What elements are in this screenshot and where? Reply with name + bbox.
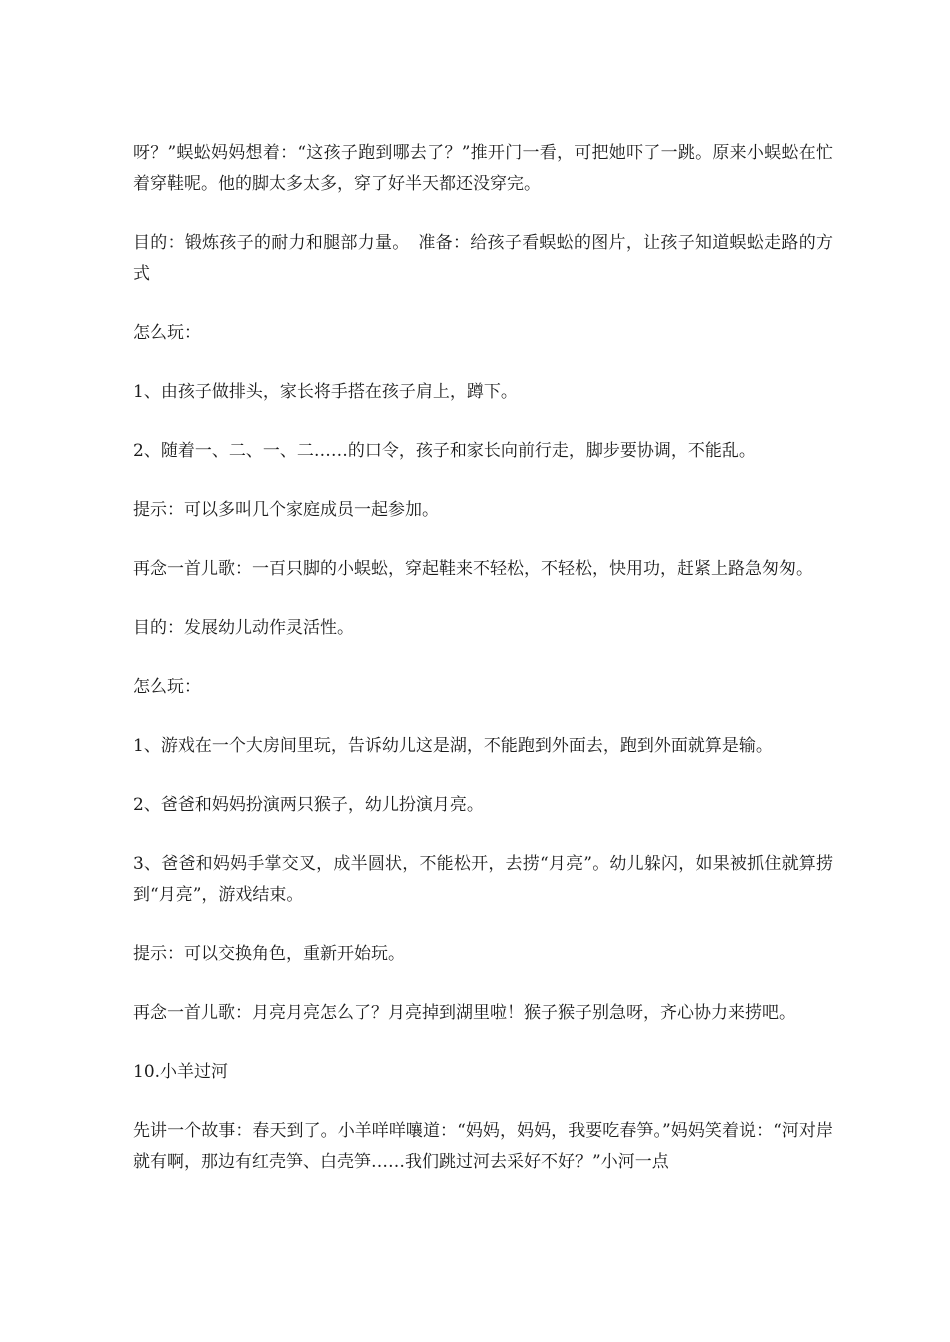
paragraph-how-to-play-heading: 怎么玩： [133, 323, 201, 343]
paragraph-goal-preparation: 目的：锻炼孩子的耐力和腿部力量。 准备：给孩子看蜈蚣的图片，让孩子知道蜈蚣走路的方式 [133, 233, 833, 284]
paragraph-step-1-moon: 1、游戏在一个大房间里玩，告诉幼儿这是湖，不能跑到外面去，跑到外面就算是输。 [133, 736, 773, 756]
paragraph-step-2: 2、随着一、二、一、二……的口令，孩子和家长向前行走，脚步要协调，不能乱。 [133, 441, 756, 461]
paragraph-story-centipede-end: 呀？”蜈蚣妈妈想着：“这孩子跑到哪去了？”推开门一看，可把她吓了一跳。原来小蜈蚣在忙着穿鞋呢。他的脚太多太多，穿了好半天都还没穿完。 [133, 143, 833, 194]
paragraph-step-2-moon: 2、爸爸和妈妈扮演两只猴子，幼儿扮演月亮。 [133, 795, 484, 815]
paragraph-how-to-play-heading-2: 怎么玩： [133, 677, 201, 697]
paragraph-tip: 提示：可以多叫几个家庭成员一起参加。 [133, 500, 439, 520]
section-heading-lamb-crossing-river: 10.小羊过河 [133, 1062, 229, 1082]
paragraph-tip-2: 提示：可以交换角色，重新开始玩。 [133, 944, 405, 964]
document-page [133, 138, 833, 1206]
paragraph-step-3-moon: 3、爸爸和妈妈手掌交叉，成半圆状，不能松开，去捞“月亮”。幼儿躲闪，如果被抓住就算捞到“月亮”，游戏结束。 [133, 854, 833, 905]
paragraph-nursery-rhyme-2: 再念一首儿歌：月亮月亮怎么了？月亮掉到湖里啦！猴子猴子别急呀，齐心协力来捞吧。 [133, 1003, 796, 1023]
paragraph-goal: 目的：发展幼儿动作灵活性。 [133, 618, 354, 638]
paragraph-story-lamb: 先讲一个故事：春天到了。小羊咩咩嚷道：“妈妈，妈妈，我要吃春笋。”妈妈笑着说：“河对岸就有啊，那边有红壳笋、白壳笋……我们跳过河去采好不好？”小河一点 [133, 1121, 833, 1172]
paragraph-step-1: 1、由孩子做排头，家长将手搭在孩子肩上，蹲下。 [133, 382, 518, 402]
paragraph-nursery-rhyme: 再念一首儿歌：一百只脚的小蜈蚣，穿起鞋来不轻松，不轻松，快用功，赶紧上路急匆匆。 [133, 559, 813, 579]
